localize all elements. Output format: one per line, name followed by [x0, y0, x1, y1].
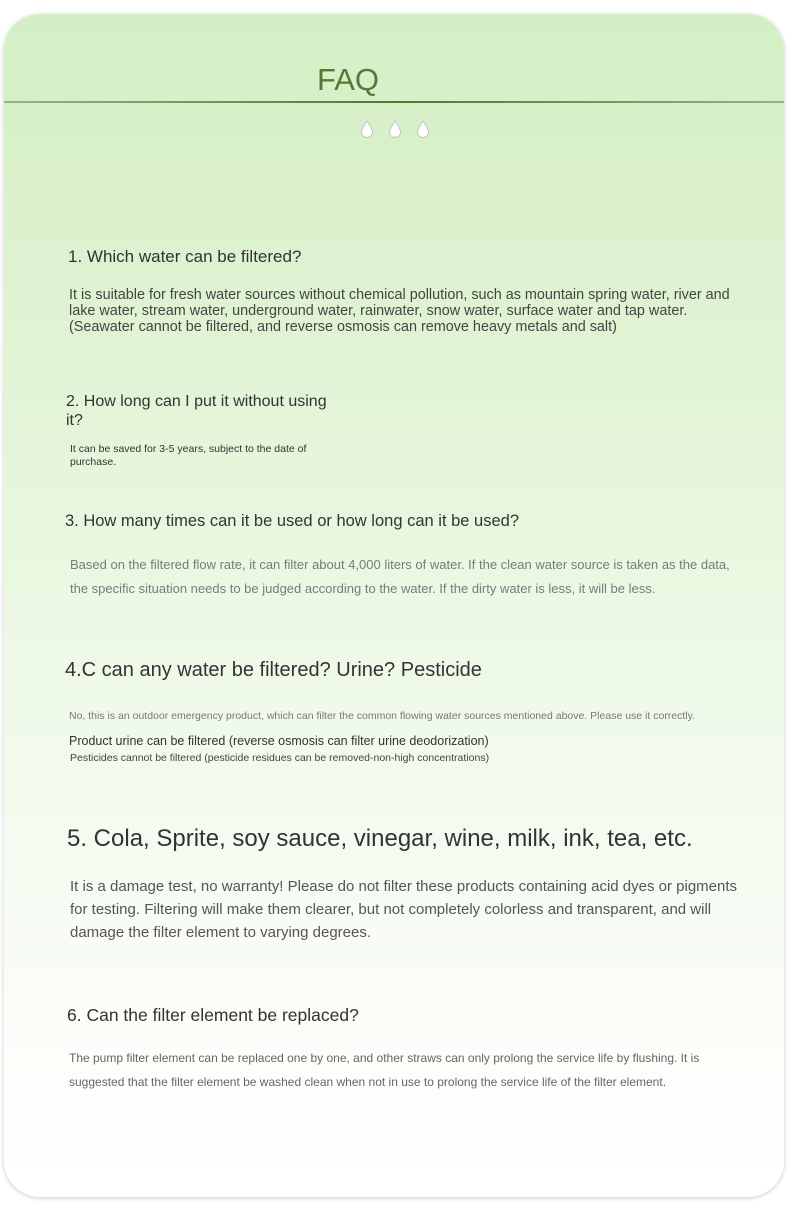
faq-answer-5: It is a damage test, no warranty! Please do not filter these products containing acid dyes or pigments for testing. Filtering will make them clearer, but not completely colorless and transparent, and will damage the filter element to varying degrees.: [70, 878, 738, 941]
faq-answer-2: It can be saved for 3-5 years, subject to the date of purchase.: [70, 443, 307, 468]
faq-question-2: 2. How long can I put it without using it?: [66, 393, 327, 429]
faq-question-6: 6. Can the filter element be replaced?: [67, 1005, 359, 1025]
faq-answer-3: Based on the filtered flow rate, it can filter about 4,000 liters of water. If the clean water source is taken as the data, the specific situation needs to be judged according to the water. If the dirty water is less, it will be less.: [70, 557, 730, 596]
water-drop-icon: [388, 120, 402, 138]
faq-question-1: 1. Which water can be filtered?: [68, 247, 302, 266]
page-title: FAQ: [317, 62, 380, 97]
water-drops-decoration: [360, 120, 430, 138]
faq-answer-1: It is suitable for fresh water sources without chemical pollution, such as mountain spring water, river and lake water, stream water, underground water, rainwater, snow water, surface water and tap water. (Seawater cannot be filtered, and reverse osmosis can remove heavy metals and salt): [69, 287, 730, 335]
water-drop-icon: [360, 120, 374, 138]
water-drop-icon: [416, 120, 430, 138]
faq-answer-6: The pump filter element can be replaced one by one, and other straws can only prolong the service life by flushing. It is suggested that the filter element be washed clean when not in use to prolong the service life of the filter element.: [69, 1051, 700, 1089]
faq-answer-4-line-3: Pesticides cannot be filtered (pesticide residues can be removed-non-high concentrations): [70, 752, 490, 764]
title-divider: [4, 101, 784, 103]
faq-answer-4-line-1: No, this is an outdoor emergency product, which can filter the common flowing water sources mentioned above. Please use it correctly.: [69, 710, 696, 722]
faq-card: [4, 14, 784, 1197]
faq-question-5: 5. Cola, Sprite, soy sauce, vinegar, wine, milk, ink, tea, etc.: [67, 825, 693, 852]
faq-answer-4-line-2: Product urine can be filtered (reverse osmosis can filter urine deodorization): [69, 734, 489, 748]
faq-question-4: 4.C can any water be filtered? Urine? Pesticide: [65, 659, 482, 681]
faq-question-3: 3. How many times can it be used or how long can it be used?: [65, 512, 519, 530]
